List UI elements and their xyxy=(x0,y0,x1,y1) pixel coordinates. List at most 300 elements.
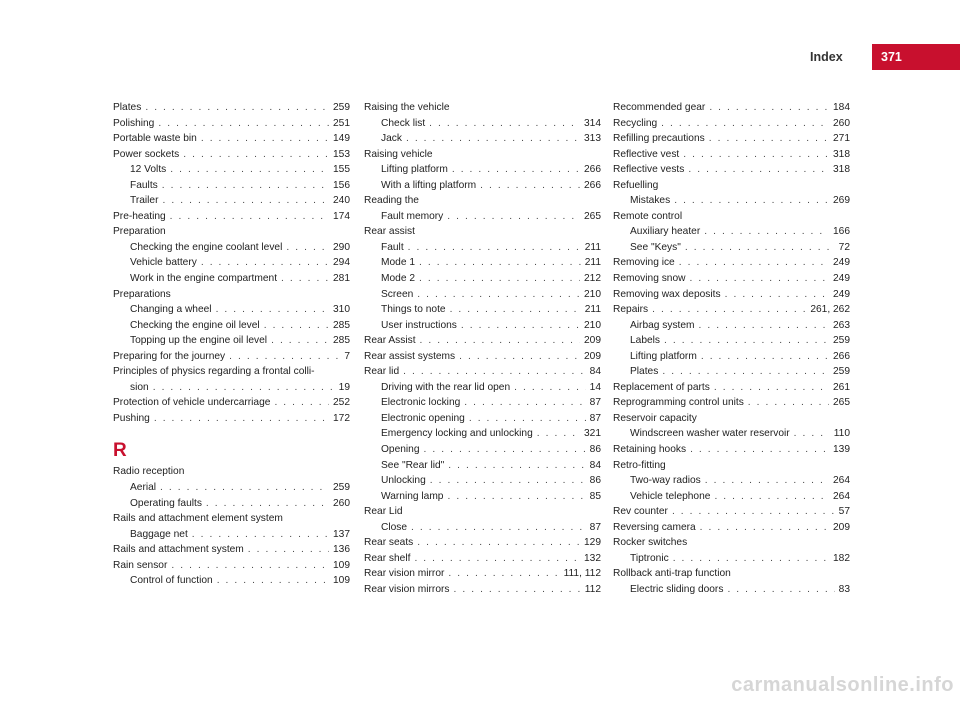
entry-page-number: 137 xyxy=(333,528,350,540)
dot-leader xyxy=(664,333,829,349)
entry-page-number: 249 xyxy=(833,273,850,285)
dot-leader xyxy=(704,224,829,240)
entry-page-number: 252 xyxy=(333,397,350,409)
entry-term: Mode 2 xyxy=(381,273,415,285)
entry-term: Driving with the rear lid open xyxy=(381,381,511,393)
entry-page-number: 209 xyxy=(584,335,601,347)
entry-page-number: 261, 262 xyxy=(810,304,850,316)
entry-page-number: 259 xyxy=(833,366,850,378)
entry-page-number: 110 xyxy=(833,428,850,440)
dot-leader xyxy=(514,380,586,396)
dot-leader xyxy=(430,473,586,489)
entry-page-number: 19 xyxy=(338,381,350,393)
entry-term: See "Keys" xyxy=(630,241,681,253)
dot-leader xyxy=(705,473,829,489)
index-column-2 xyxy=(364,100,601,598)
entry-term: Remote control xyxy=(613,210,683,222)
index-subentry xyxy=(613,364,850,380)
entry-page-number: 184 xyxy=(833,102,850,113)
dot-leader xyxy=(286,240,329,256)
dot-leader xyxy=(264,318,329,334)
entry-page-number: 172 xyxy=(333,412,350,424)
dot-leader xyxy=(537,426,580,442)
index-subentry xyxy=(113,318,350,334)
entry-term: Screen xyxy=(381,288,414,300)
dot-leader xyxy=(452,162,580,178)
entry-page-number: 271 xyxy=(833,133,850,145)
entry-page-number: 129 xyxy=(584,537,601,549)
index-subentry xyxy=(364,411,601,427)
entry-term: Rain sensor xyxy=(113,559,168,571)
dot-leader xyxy=(447,209,580,225)
entry-page-number: 249 xyxy=(833,257,850,269)
entry-term: Reflective vest xyxy=(613,148,680,160)
entry-term: Electric sliding doors xyxy=(630,583,724,595)
index-entry xyxy=(613,395,850,411)
index-entry xyxy=(364,364,601,380)
index-subentry xyxy=(113,480,350,496)
entry-term: Checking the engine coolant level xyxy=(130,241,283,253)
entry-term: Two-way radios xyxy=(630,475,701,487)
entry-page-number: 310 xyxy=(333,304,350,316)
entry-page-number: 265 xyxy=(584,210,601,222)
dot-leader xyxy=(794,426,830,442)
entry-term: Faults xyxy=(130,179,158,191)
entry-term: With a lifting platform xyxy=(381,179,477,191)
entry-term: Rear vision mirrors xyxy=(364,583,450,595)
entry-term: Vehicle battery xyxy=(130,257,197,269)
index-entry xyxy=(613,520,850,536)
dot-leader xyxy=(271,333,329,349)
index-subentry xyxy=(113,333,350,349)
entry-page-number: 263 xyxy=(833,319,850,331)
entry-page-number: 210 xyxy=(584,319,601,331)
dot-leader xyxy=(450,302,581,318)
entry-page-number: 136 xyxy=(333,544,350,556)
dot-leader xyxy=(248,542,329,558)
entry-term: Radio reception xyxy=(113,466,185,478)
entry-page-number: 83 xyxy=(838,583,850,595)
entry-term: Check list xyxy=(381,117,426,129)
entry-term: Rails and attachment system xyxy=(113,544,244,556)
entry-term: Removing wax deposits xyxy=(613,288,721,300)
entry-term: Protection of vehicle undercarriage xyxy=(113,397,271,409)
dot-leader xyxy=(170,209,329,225)
dot-leader xyxy=(403,364,586,380)
entry-term: Labels xyxy=(630,335,661,347)
index-subentry xyxy=(113,240,350,256)
dot-leader xyxy=(429,116,580,132)
entry-page-number: 314 xyxy=(584,117,601,129)
entry-page-number: 209 xyxy=(584,350,601,362)
index-entry xyxy=(613,287,850,303)
index-subentry xyxy=(364,178,601,194)
section-title: Index xyxy=(810,50,843,64)
index-subentry xyxy=(113,193,350,209)
index-subentry xyxy=(364,380,601,396)
entry-term: Reprogramming control units xyxy=(613,397,744,409)
dot-leader xyxy=(689,271,829,287)
entry-page-number: 212 xyxy=(584,273,601,285)
entry-page-number: 265 xyxy=(833,397,850,409)
entry-page-number: 57 xyxy=(838,506,850,518)
entry-term: Rev counter xyxy=(613,506,668,518)
entry-page-number: 209 xyxy=(833,521,850,533)
entry-term: Topping up the engine oil level xyxy=(130,335,268,347)
index-entry xyxy=(113,364,350,380)
entry-term: Rear lid xyxy=(364,366,400,378)
entry-page-number: 211 xyxy=(584,257,601,269)
index-subentry xyxy=(364,131,601,147)
entry-term: Unlocking xyxy=(381,475,426,487)
index-subentry xyxy=(364,209,601,225)
entry-page-number: 259 xyxy=(833,335,850,347)
index-entry xyxy=(113,147,350,163)
index-entry xyxy=(613,535,850,551)
entry-term: Plates xyxy=(630,366,659,378)
entry-term: Retaining hooks xyxy=(613,444,687,456)
index-entry xyxy=(113,411,350,427)
entry-term: Lifting platform xyxy=(630,350,697,362)
entry-term: Removing ice xyxy=(613,257,675,269)
index-entry xyxy=(113,100,350,116)
dot-leader xyxy=(408,240,581,256)
dot-leader xyxy=(216,302,329,318)
dot-leader xyxy=(448,566,559,582)
entry-term: Mode 1 xyxy=(381,257,415,269)
index-entry xyxy=(113,511,350,527)
entry-page-number: 290 xyxy=(333,241,350,253)
dot-leader xyxy=(662,364,829,380)
index-entry xyxy=(113,209,350,225)
index-subentry xyxy=(113,271,350,287)
index-entry xyxy=(113,380,350,396)
entry-page-number: 318 xyxy=(833,148,850,160)
entry-term: Pre-heating xyxy=(113,210,166,222)
entry-page-number: 251 xyxy=(333,117,350,129)
entry-term: Preparing for the journey xyxy=(113,350,226,362)
index-entry xyxy=(364,333,601,349)
entry-term: Warning lamp xyxy=(381,490,444,502)
index-entry xyxy=(613,458,850,474)
index-entry xyxy=(364,582,601,598)
dot-leader xyxy=(154,411,329,427)
index-subentry xyxy=(364,240,601,256)
dot-leader xyxy=(201,255,329,271)
entry-page-number: 266 xyxy=(833,350,850,362)
entry-page-number: 85 xyxy=(589,490,601,502)
index-subentry xyxy=(364,458,601,474)
entry-term: Recommended gear xyxy=(613,102,706,113)
entry-term: Rollback anti-trap function xyxy=(613,568,731,580)
index-subentry xyxy=(364,116,601,132)
page-number-tab: 371 xyxy=(872,44,960,70)
entry-term: Electronic opening xyxy=(381,412,465,424)
entry-term: Emergency locking and unlocking xyxy=(381,428,533,440)
index-subentry xyxy=(113,178,350,194)
dot-leader xyxy=(453,582,580,598)
index-entry xyxy=(364,535,601,551)
dot-leader xyxy=(688,162,829,178)
index-entry xyxy=(613,442,850,458)
entry-page-number: 260 xyxy=(333,497,350,509)
index-entry xyxy=(613,411,850,427)
dot-leader xyxy=(206,496,329,512)
entry-term: Refuelling xyxy=(613,179,659,191)
dot-leader xyxy=(420,333,580,349)
entry-page-number: 72 xyxy=(838,241,850,253)
index-subentry xyxy=(364,489,601,505)
entry-page-number: 86 xyxy=(589,475,601,487)
entry-term: Rear assist systems xyxy=(364,350,456,362)
entry-term: Repairs xyxy=(613,304,649,316)
entry-term: Preparation xyxy=(113,226,166,238)
dot-leader xyxy=(725,287,829,303)
entry-term: Rear Assist xyxy=(364,335,416,347)
watermark: carmanualsonline.info xyxy=(731,674,954,696)
index-subentry xyxy=(364,255,601,271)
index-subentry xyxy=(113,255,350,271)
dot-leader xyxy=(679,255,829,271)
index-entry xyxy=(613,566,850,582)
entry-term: sion xyxy=(130,381,149,393)
index-subentry xyxy=(613,193,850,209)
dot-leader xyxy=(406,131,580,147)
dot-leader xyxy=(709,131,829,147)
dot-leader xyxy=(281,271,329,287)
index-entry xyxy=(613,302,850,318)
dot-leader xyxy=(699,318,829,334)
index-entry xyxy=(613,504,850,520)
dot-leader xyxy=(229,349,340,365)
entry-page-number: 166 xyxy=(833,226,850,238)
dot-leader xyxy=(683,147,829,163)
index-subentry xyxy=(113,162,350,178)
index-entry xyxy=(364,566,601,582)
index-subentry xyxy=(613,333,850,349)
dot-leader xyxy=(464,395,585,411)
entry-page-number: 285 xyxy=(333,335,350,347)
entry-term: Jack xyxy=(381,133,402,145)
entry-term: Rear Lid xyxy=(364,506,403,518)
dot-leader xyxy=(447,489,585,505)
dot-leader xyxy=(690,442,829,458)
entry-page-number: 132 xyxy=(584,552,601,564)
entry-term: Things to note xyxy=(381,304,446,316)
entry-term: Refilling precautions xyxy=(613,133,705,145)
dot-leader xyxy=(672,504,835,520)
entry-page-number: 87 xyxy=(589,521,601,533)
entry-page-number: 149 xyxy=(333,133,350,145)
dot-leader xyxy=(459,349,580,365)
entry-term: Rear seats xyxy=(364,537,414,549)
entry-term: Plates xyxy=(113,102,142,113)
dot-leader xyxy=(714,489,829,505)
entry-term: Retro-fitting xyxy=(613,459,666,471)
entry-page-number: 321 xyxy=(584,428,601,440)
entry-page-number: 240 xyxy=(333,195,350,207)
entry-term: Reversing camera xyxy=(613,521,696,533)
entry-term: Fault xyxy=(381,241,404,253)
index-subentry xyxy=(364,287,601,303)
index-entry xyxy=(613,255,850,271)
dot-leader xyxy=(480,178,580,194)
entry-term: User instructions xyxy=(381,319,457,331)
dot-leader xyxy=(153,380,335,396)
entry-term: 12 Volts xyxy=(130,164,167,176)
index-entry xyxy=(364,551,601,567)
entry-page-number: 86 xyxy=(589,444,601,456)
entry-term: Control of function xyxy=(130,575,213,587)
dot-leader xyxy=(673,551,829,567)
entry-term: Windscreen washer water reservoir xyxy=(630,428,790,440)
dot-leader xyxy=(461,318,580,334)
entry-term: Tiptronic xyxy=(630,552,669,564)
index-entry xyxy=(113,349,350,365)
index-subentry xyxy=(613,318,850,334)
index-subentry xyxy=(613,426,850,442)
index-entry xyxy=(613,178,850,194)
entry-page-number: 87 xyxy=(589,397,601,409)
entry-page-number: 7 xyxy=(344,350,350,362)
entry-page-number: 285 xyxy=(333,319,350,331)
dot-leader xyxy=(674,193,829,209)
index-subentry xyxy=(613,473,850,489)
dot-leader xyxy=(183,147,329,163)
dot-leader xyxy=(411,520,586,536)
entry-page-number: 84 xyxy=(589,366,601,378)
entry-page-number: 264 xyxy=(833,475,850,487)
dot-leader xyxy=(171,558,329,574)
index-column-1 xyxy=(113,100,350,589)
dot-leader xyxy=(417,535,580,551)
index-entry xyxy=(113,558,350,574)
dot-leader xyxy=(661,116,829,132)
index-letter-heading: R xyxy=(113,440,127,462)
entry-term: Raising vehicle xyxy=(364,148,433,160)
index-entry xyxy=(364,193,601,209)
entry-page-number: 84 xyxy=(589,459,601,471)
entry-page-number: 109 xyxy=(333,575,350,587)
index-entry xyxy=(364,224,601,240)
index-entry xyxy=(364,147,601,163)
dot-leader xyxy=(217,573,329,589)
entry-term: Electronic locking xyxy=(381,397,461,409)
entry-term: See "Rear lid" xyxy=(381,459,445,471)
entry-page-number: 87 xyxy=(589,412,601,424)
entry-page-number: 210 xyxy=(584,288,601,300)
dot-leader xyxy=(170,162,329,178)
index-subentry xyxy=(364,473,601,489)
index-subentry xyxy=(613,349,850,365)
index-subentry xyxy=(613,582,850,598)
entry-term: Preparations xyxy=(113,288,171,300)
dot-leader xyxy=(162,178,329,194)
dot-leader xyxy=(192,527,329,543)
dot-leader xyxy=(701,349,829,365)
dot-leader xyxy=(419,255,581,271)
dot-leader xyxy=(709,100,829,116)
entry-term: Polishing xyxy=(113,117,155,129)
index-subentry xyxy=(364,442,601,458)
index-entry xyxy=(113,131,350,147)
index-entry xyxy=(113,224,350,240)
entry-page-number: 211 xyxy=(584,304,601,316)
dot-leader xyxy=(714,380,829,396)
entry-term: Rear vision mirror xyxy=(364,568,445,580)
entry-page-number: 260 xyxy=(833,117,850,129)
dot-leader xyxy=(700,520,829,536)
entry-page-number: 249 xyxy=(833,288,850,300)
entry-term: Recycling xyxy=(613,117,658,129)
index-entry xyxy=(613,209,850,225)
index-entry xyxy=(613,271,850,287)
index-subentry xyxy=(364,520,601,536)
entry-page-number: 313 xyxy=(584,133,601,145)
index-entry xyxy=(113,542,350,558)
entry-page-number: 155 xyxy=(333,164,350,176)
dot-leader xyxy=(163,193,330,209)
entry-page-number: 174 xyxy=(333,210,350,222)
dot-leader xyxy=(158,116,329,132)
entry-page-number: 211 xyxy=(584,241,601,253)
entry-term: Aerial xyxy=(130,482,157,494)
entry-page-number: 269 xyxy=(833,195,850,207)
index-entry xyxy=(364,100,601,116)
entry-term: Auxiliary heater xyxy=(630,226,701,238)
index-subentry xyxy=(113,302,350,318)
index-entry xyxy=(613,116,850,132)
index-entry xyxy=(613,147,850,163)
index-subentry xyxy=(113,527,350,543)
entry-page-number: 182 xyxy=(833,552,850,564)
dot-leader xyxy=(748,395,829,411)
index-subentry xyxy=(364,426,601,442)
entry-page-number: 318 xyxy=(833,164,850,176)
index-subentry xyxy=(613,240,850,256)
index-entry xyxy=(113,464,350,480)
entry-page-number: 294 xyxy=(333,257,350,269)
entry-page-number: 111, 112 xyxy=(563,568,601,580)
entry-page-number: 112 xyxy=(584,583,601,595)
index-subentry xyxy=(613,224,850,240)
index-entry xyxy=(113,287,350,303)
entry-term: Rear shelf xyxy=(364,552,411,564)
entry-term: Trailer xyxy=(130,195,159,207)
entry-term: Fault memory xyxy=(381,210,444,222)
entry-page-number: 261 xyxy=(833,381,850,393)
index-subentry xyxy=(613,489,850,505)
entry-term: Raising the vehicle xyxy=(364,102,450,113)
dot-leader xyxy=(145,100,329,116)
index-entry xyxy=(613,131,850,147)
dot-leader xyxy=(274,395,329,411)
entry-page-number: 264 xyxy=(833,490,850,502)
entry-term: Opening xyxy=(381,444,420,456)
entry-term: Checking the engine oil level xyxy=(130,319,260,331)
entry-page-number: 109 xyxy=(333,559,350,571)
entry-term: Portable waste bin xyxy=(113,133,197,145)
dot-leader xyxy=(469,411,586,427)
index-entry xyxy=(364,349,601,365)
entry-term: Airbag system xyxy=(630,319,695,331)
entry-term: Lifting platform xyxy=(381,164,448,176)
entry-term: Mistakes xyxy=(630,195,671,207)
entry-term: Replacement of parts xyxy=(613,381,710,393)
dot-leader xyxy=(419,271,580,287)
index-subentry xyxy=(364,271,601,287)
entry-page-number: 156 xyxy=(333,179,350,191)
